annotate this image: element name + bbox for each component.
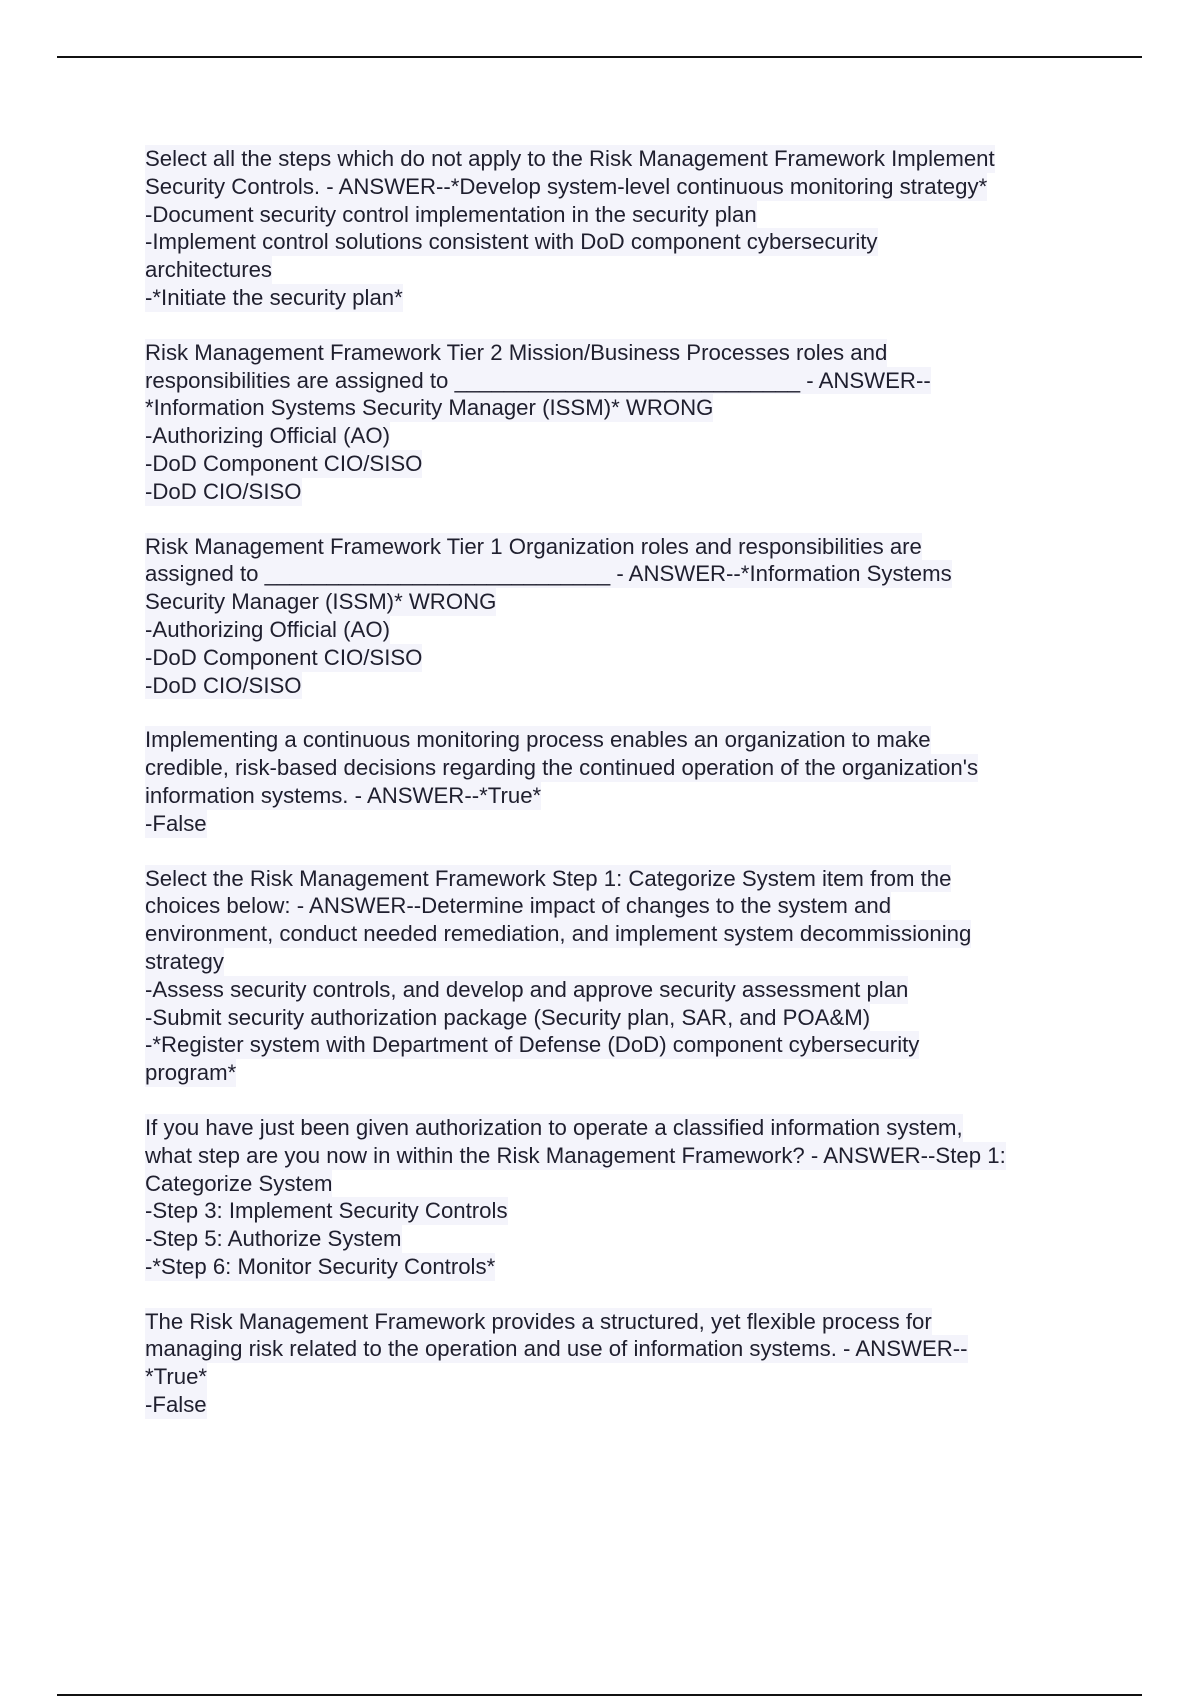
- text-line: Security Controls. - ANSWER--*Develop system-level continuous monitoring strategy*: [145, 173, 988, 199]
- qa-block-4: [145, 726, 1090, 837]
- text-line: Categorize System: [145, 1170, 333, 1196]
- qa-block-6: [145, 1114, 1090, 1281]
- header-rule: [57, 56, 1142, 58]
- text-line: credible, risk-based decisions regarding the continued operation of the organization's: [145, 755, 979, 781]
- text-line: -Submit security authorization package (Security plan, SAR, and POA&M): [145, 1004, 871, 1030]
- text-line: responsibilities are assigned to ____________________________ - ANSWER--: [145, 367, 931, 393]
- qa-block-1: [145, 145, 1090, 312]
- text-line: Implementing a continuous monitoring process enables an organization to make: [145, 727, 931, 753]
- text-line: -Authorizing Official (AO): [145, 423, 390, 449]
- text-line: Risk Management Framework Tier 1 Organization roles and responsibilities are: [145, 533, 922, 559]
- text-line: -DoD Component CIO/SISO: [145, 644, 423, 670]
- text-line: strategy: [145, 948, 224, 974]
- text-line: -Implement control solutions consistent with DoD component cybersecurity: [145, 229, 878, 255]
- text-line: Risk Management Framework Tier 2 Mission/Business Processes roles and: [145, 339, 888, 365]
- text-line: *True*: [145, 1364, 208, 1390]
- qa-block-7: [145, 1308, 1090, 1419]
- text-line: -*Register system with Department of Defense (DoD) component cybersecurity: [145, 1032, 920, 1058]
- text-line: If you have just been given authorization to operate a classified information system,: [145, 1114, 963, 1140]
- text-line: Select the Risk Management Framework Step 1: Categorize System item from the: [145, 865, 952, 891]
- text-line: -Assess security controls, and develop and approve security assessment plan: [145, 976, 909, 1002]
- footer-rule: [57, 1694, 1142, 1696]
- text-line: Security Manager (ISSM)* WRONG: [145, 589, 497, 615]
- text-line: what step are you now in within the Risk Management Framework? - ANSWER--Step 1:: [145, 1142, 1006, 1168]
- text-line: -DoD CIO/SISO: [145, 478, 302, 504]
- text-line: *Information Systems Security Manager (ISSM)* WRONG: [145, 395, 714, 421]
- text-line: architectures: [145, 257, 273, 283]
- text-line: -Document security control implementation in the security plan: [145, 201, 757, 227]
- text-line: The Risk Management Framework provides a structured, yet flexible process for: [145, 1308, 932, 1334]
- text-line: -Step 3: Implement Security Controls: [145, 1198, 508, 1224]
- text-line: environment, conduct needed remediation, and implement system decommissioning: [145, 921, 972, 947]
- text-line: -Step 5: Authorize System: [145, 1226, 402, 1252]
- text-line: -*Initiate the security plan*: [145, 284, 403, 310]
- text-line: choices below: - ANSWER--Determine impact of changes to the system and: [145, 893, 892, 919]
- text-line: -Authorizing Official (AO): [145, 616, 390, 642]
- qa-block-3: [145, 533, 1090, 700]
- text-line: -False: [145, 810, 207, 836]
- qa-block-5: [145, 865, 1090, 1087]
- text-line: managing risk related to the operation and use of information systems. - ANSWER--: [145, 1336, 968, 1362]
- text-line: information systems. - ANSWER--*True*: [145, 782, 542, 808]
- text-line: -False: [145, 1392, 207, 1418]
- text-line: -*Step 6: Monitor Security Controls*: [145, 1253, 496, 1279]
- text-line: assigned to ____________________________ - ANSWER--*Information Systems: [145, 561, 952, 587]
- text-line: program*: [145, 1060, 237, 1086]
- qa-block-2: [145, 339, 1090, 506]
- text-line: -DoD CIO/SISO: [145, 672, 302, 698]
- document-body: [145, 145, 1090, 1446]
- text-line: -DoD Component CIO/SISO: [145, 450, 423, 476]
- text-line: Select all the steps which do not apply to the Risk Management Framework Implement: [145, 146, 995, 171]
